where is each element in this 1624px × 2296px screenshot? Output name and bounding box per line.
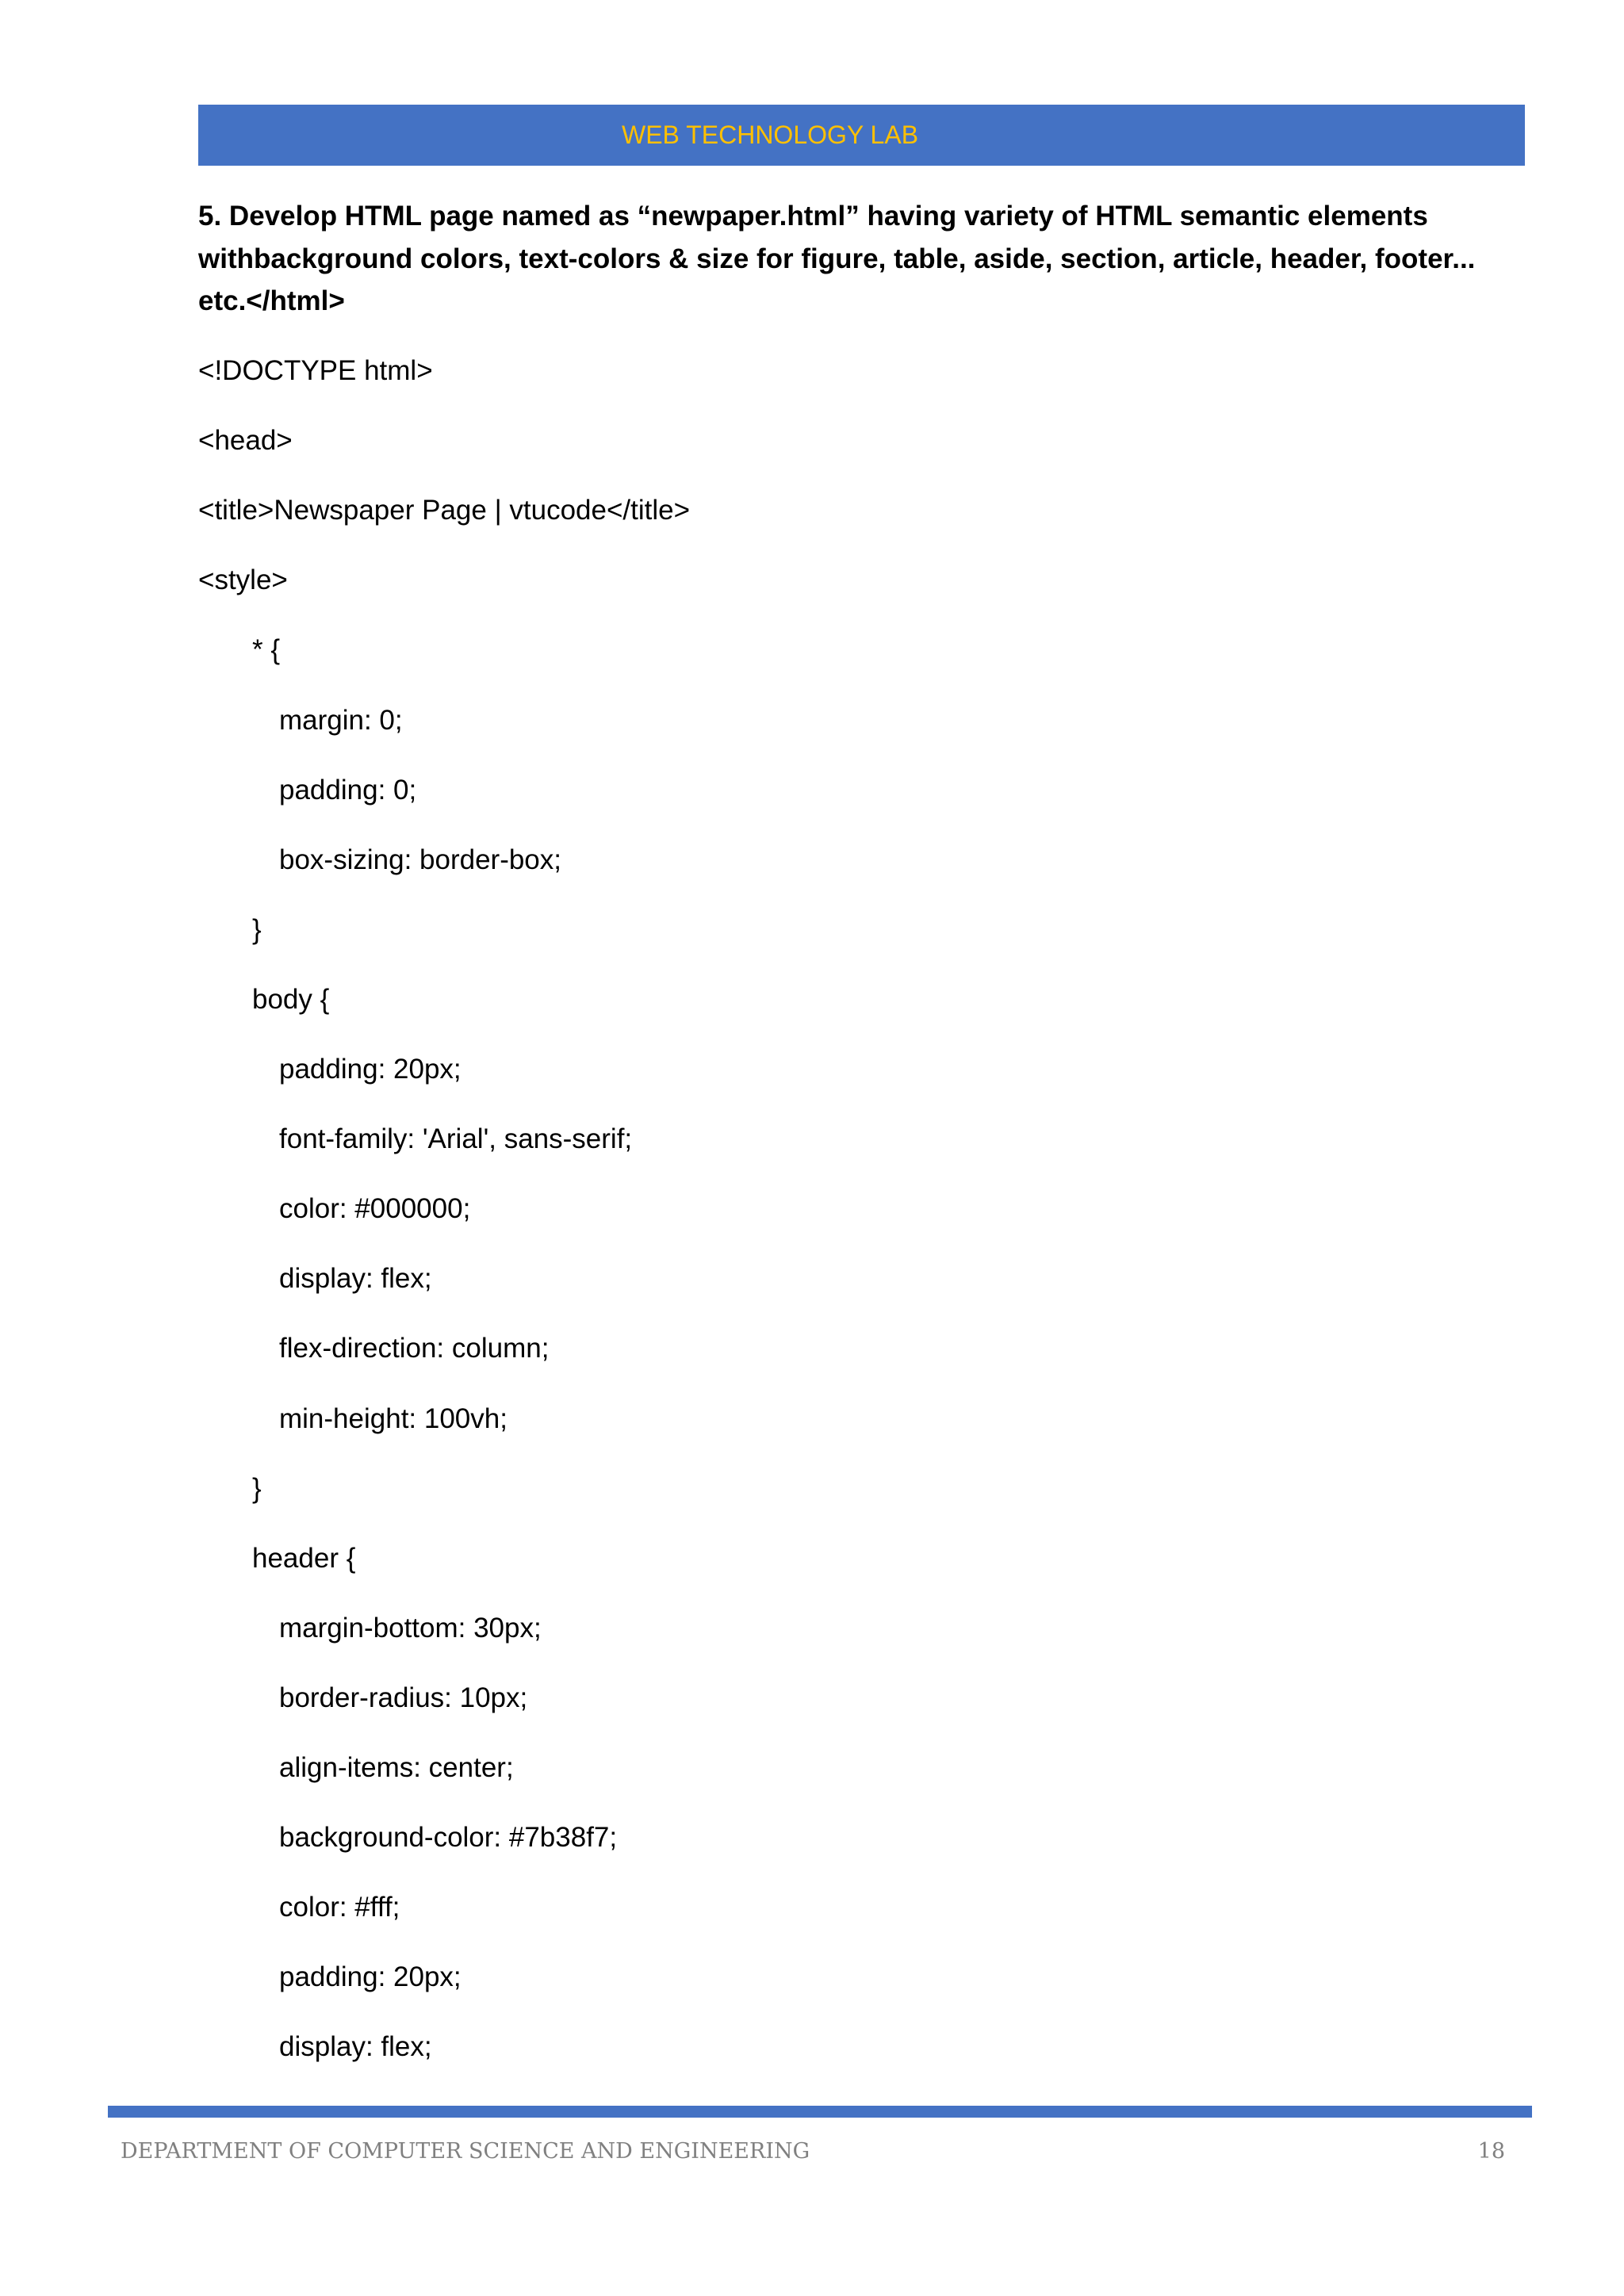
- code-line: padding: 0;: [279, 774, 417, 806]
- code-line: flex-direction: column;: [279, 1333, 550, 1364]
- header-title: WEB TECHNOLOGY LAB: [622, 121, 919, 149]
- page-number: 18: [1477, 2139, 1505, 2164]
- footer-rule: [108, 2106, 1532, 2118]
- code-line: display: flex;: [279, 2031, 432, 2063]
- code-line: box-sizing: border-box;: [279, 844, 561, 875]
- code-line: border-radius: 10px;: [279, 1682, 528, 1713]
- code-line: }: [252, 1472, 262, 1504]
- code-line: font-family: 'Arial', sans-serif;: [279, 1123, 633, 1155]
- code-line: align-items: center;: [279, 1752, 514, 1783]
- code-line: background-color: #7b38f7;: [279, 1822, 618, 1854]
- code-line: margin-bottom: 30px;: [279, 1612, 542, 1644]
- code-line: <head>: [198, 425, 293, 457]
- code-line: color: #000000;: [279, 1193, 471, 1225]
- code-line: * {: [252, 634, 281, 666]
- code-line: margin: 0;: [279, 704, 403, 736]
- code-line: color: #fff;: [279, 1892, 400, 1923]
- code-line: min-height: 100vh;: [279, 1402, 508, 1434]
- code-line: }: [252, 913, 262, 945]
- code-line: padding: 20px;: [279, 1961, 462, 1993]
- code-line: <title>Newspaper Page | vtucode</title>: [198, 495, 691, 526]
- code-line: <style>: [198, 564, 288, 596]
- question-heading: 5. Develop HTML page named as “newpaper.html” having variety of HTML semantic elements withbackground colors, text-colors & size for figure, table, aside, section, article, header, footer... etc.</html>: [198, 201, 1476, 316]
- code-line: <!DOCTYPE html>: [198, 355, 433, 386]
- code-line: body {: [252, 983, 330, 1015]
- code-line: display: flex;: [279, 1263, 432, 1295]
- code-line: header {: [252, 1542, 356, 1574]
- footer-department: DEPARTMENT OF COMPUTER SCIENCE AND ENGINEERING: [121, 2139, 810, 2164]
- code-line: padding: 20px;: [279, 1054, 462, 1085]
